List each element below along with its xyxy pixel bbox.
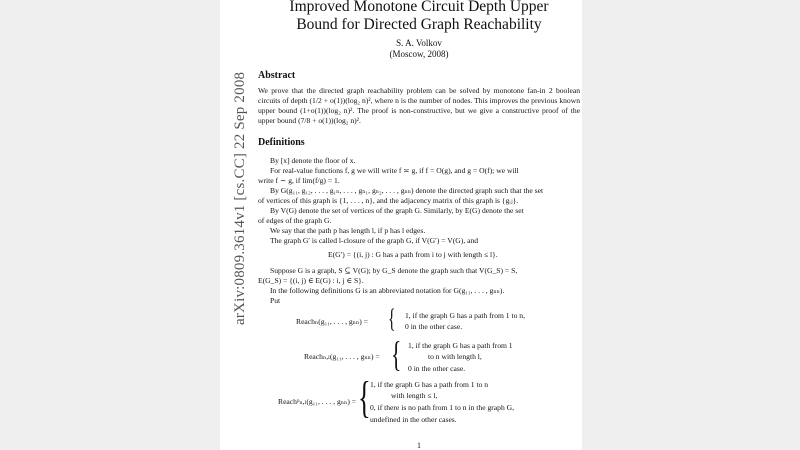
- reach-brace: {: [388, 304, 396, 333]
- reach-formula-lhs: Reachₙ(g₁₁, . . . , gₙₙ) =: [296, 317, 368, 326]
- title-line-1: Improved Monotone Circuit Depth Upper: [289, 0, 549, 15]
- reach-l-case: 1, if the graph G has a path from 1: [408, 341, 513, 350]
- reach-l-formula-lhs: Reachₙ,ₗ(g₁₁, . . . , gₙₙ) =: [304, 352, 380, 361]
- reach-p-case: 0, if there is no path from 1 to n in the graph G,: [370, 403, 515, 412]
- page-number: 1: [417, 441, 421, 450]
- definition-line: In the following definitions G is an abbreviated notation for G(g₁₁, . . . , gₙₙ).: [270, 286, 505, 295]
- reach-case: 1, if the graph G has a path from 1 to n,: [405, 311, 525, 320]
- reach-p-case: with length ≤ l,: [391, 391, 438, 400]
- definition-line: E(G_S) = {(i, j) ∈ E(G) : i, j ∈ S}.: [258, 276, 364, 285]
- definition-line: of vertices of this graph is {1, . . . , n}, and the adjacency matrix of this graph is {gᵢⱼ}.: [258, 196, 519, 205]
- definition-line: By V(G) denote the set of vertices of the graph G. Similarly, by E(G) denote the set: [270, 206, 524, 215]
- affiliation: (Moscow, 2008): [389, 49, 449, 59]
- left-margin-background: [0, 0, 220, 450]
- reach-case: 0 in the other case.: [405, 322, 463, 331]
- definition-display-equation: E(G′) = {(i, j) : G has a path from i to j with length ≤ l}.: [328, 250, 498, 259]
- reach-l-case: to n with length l,: [428, 352, 482, 361]
- definition-line: of edges of the graph G.: [258, 216, 332, 225]
- arxiv-identifier-watermark: arXiv:0809.3614v1 [cs.CC] 22 Sep 2008: [232, 71, 248, 325]
- definition-line: Suppose G is a graph, S ⊆ V(G); by G_S denote the graph such that V(G_S) = S,: [270, 266, 518, 275]
- definition-line: The graph G′ is called l-closure of the graph G, if V(G′) = V(G), and: [270, 236, 479, 245]
- definition-line: By [x] denote the floor of x.: [270, 156, 356, 165]
- title-line-2: Bound for Directed Graph Reachability: [296, 16, 542, 33]
- reach-l-brace: {: [391, 334, 402, 374]
- definition-line: By G(g₁₁, g₁₂, . . . , g₁ₙ, . . . , gₙ₁, gₙ₂, . . . , gₙₙ) denote the directed graph such that the set: [270, 186, 544, 195]
- definition-line: write f ∼ g, if lim(f/g) = 1.: [258, 176, 340, 185]
- abstract-text: We prove that the directed graph reachability problem can be solved by monotone fan-in 2 boolean circuits of depth (1/2 + o(1))(log₂ n)², where n is the number of nodes. This improves the previous known upper bound (1+o(1))(log₂ n)². The proof is non-constructive, but we give a constructive proof of the upper bound (7/8 + o(1))(log₂ n)².: [258, 86, 580, 125]
- right-margin-background: [580, 0, 800, 450]
- reach-p-brace: {: [358, 373, 371, 422]
- author: S. A. Volkov: [396, 38, 442, 48]
- reach-l-case: 0 in the other case.: [408, 364, 466, 373]
- definition-line: For real-value functions f, g we will write f ≍ g, if f = O(g), and g = O(f); we will: [270, 166, 519, 175]
- definition-line: Put: [270, 296, 281, 305]
- reach-p-case: undefined in the other cases.: [370, 415, 457, 424]
- abstract-heading: Abstract: [258, 70, 296, 81]
- paper-page: [220, 0, 582, 450]
- reach-p-case: 1, if the graph G has a path from 1 to n: [370, 380, 489, 389]
- definitions-heading: Definitions: [258, 137, 305, 148]
- reach-p-formula-lhs: Reachᵖₙ,ₗ(g₁₁, . . . , gₙₙ) =: [278, 397, 357, 406]
- definition-line: We say that the path p has length l, if p has l edges.: [270, 226, 426, 235]
